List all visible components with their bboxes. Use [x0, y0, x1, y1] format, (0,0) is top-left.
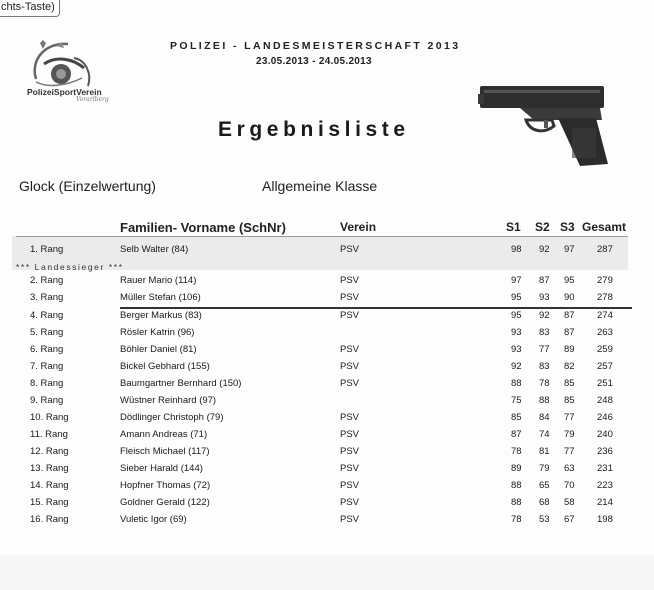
page-bottom-margin [0, 555, 654, 590]
s1-cell: 89 [511, 463, 522, 474]
logo-script: Vorarlberg [76, 96, 109, 103]
rank-cell: 13. Rang [30, 463, 69, 474]
rank-cell: 10. Rang [30, 412, 69, 423]
s2-cell: 92 [539, 244, 550, 255]
s3-cell: 89 [564, 344, 575, 355]
total-cell: 246 [597, 412, 613, 423]
s3-cell: 79 [564, 429, 575, 440]
rank-cell: 1. Rang [30, 244, 64, 255]
column-header-s2: S2 [535, 220, 550, 234]
rank-cell: 6. Rang [30, 344, 64, 355]
total-cell: 279 [597, 275, 613, 286]
table-row [0, 325, 654, 341]
s3-cell: 63 [564, 463, 575, 474]
name-cell: Müller Stefan (106) [120, 292, 201, 303]
rank-cell: 8. Rang [30, 378, 64, 389]
s2-cell: 74 [539, 429, 550, 440]
championship-title: POLIZEI - LANDESMEISTERSCHAFT 2013 [170, 40, 461, 52]
name-cell: Rösler Katrin (96) [120, 327, 195, 338]
s3-cell: 90 [564, 292, 575, 303]
rank-cell: 9. Rang [30, 395, 64, 406]
club-cell: PSV [340, 480, 360, 491]
s1-cell: 78 [511, 446, 522, 457]
logo-name: PolizeiSportVerein [27, 87, 102, 97]
total-cell: 240 [597, 429, 613, 440]
s1-cell: 85 [511, 412, 522, 423]
rank-cell: 14. Rang [30, 480, 69, 491]
discipline-label: Glock (Einzelwertung) [19, 178, 156, 194]
s3-cell: 85 [564, 378, 575, 389]
page-title: Ergebnisliste [218, 118, 410, 141]
name-cell: Rauer Mario (114) [120, 275, 197, 286]
name-cell: Sieber Harald (144) [120, 463, 203, 474]
total-cell: 263 [597, 327, 613, 338]
s3-cell: 95 [564, 275, 575, 286]
total-cell: 231 [597, 463, 613, 474]
s3-cell: 58 [564, 497, 575, 508]
s3-cell: 77 [564, 412, 575, 423]
s3-cell: 67 [564, 514, 575, 525]
class-label: Allgemeine Klasse [262, 178, 378, 194]
column-header-total: Gesamt [582, 220, 627, 234]
table-row [0, 478, 654, 494]
s1-cell: 93 [511, 344, 522, 355]
tooltip: chts-Taste) [0, 0, 60, 17]
total-cell: 223 [597, 480, 613, 491]
rank-cell: 16. Rang [30, 514, 69, 525]
table-row [0, 461, 654, 477]
s1-cell: 75 [511, 395, 522, 406]
column-header-s3: S3 [560, 220, 575, 234]
club-cell: PSV [340, 463, 360, 474]
table-row [0, 393, 654, 409]
s2-cell: 88 [539, 395, 550, 406]
total-cell: 248 [597, 395, 613, 406]
table-row [0, 427, 654, 443]
s2-cell: 84 [539, 412, 550, 423]
s2-cell: 83 [539, 327, 550, 338]
table-row [0, 410, 654, 426]
table-row [0, 290, 654, 306]
s1-cell: 97 [511, 275, 522, 286]
name-cell: Dödlinger Christoph (79) [120, 412, 224, 423]
table-top-divider [16, 236, 628, 237]
club-cell: PSV [340, 310, 360, 321]
column-header-name: Familien- Vorname (SchNr) [120, 220, 286, 235]
column-header-club: Verein [340, 220, 377, 234]
club-cell: PSV [340, 244, 360, 255]
s3-cell: 87 [564, 310, 575, 321]
club-cell: PSV [340, 412, 360, 423]
s2-cell: 83 [539, 361, 550, 372]
club-cell: PSV [340, 361, 360, 372]
s1-cell: 95 [511, 310, 522, 321]
total-cell: 214 [597, 497, 613, 508]
name-cell: Bickel Gebhard (155) [120, 361, 210, 372]
rank-cell: 2. Rang [30, 275, 64, 286]
s2-cell: 53 [539, 514, 550, 525]
club-cell: PSV [340, 429, 360, 440]
s3-cell: 82 [564, 361, 575, 372]
table-row [0, 342, 654, 358]
table-row [0, 512, 654, 528]
club-cell: PSV [340, 446, 360, 457]
table-row [0, 376, 654, 392]
s1-cell: 87 [511, 429, 522, 440]
champion-label: *** Landessieger *** [16, 262, 124, 272]
s2-cell: 65 [539, 480, 550, 491]
s1-cell: 92 [511, 361, 522, 372]
pistol-icon [474, 72, 608, 168]
s2-cell: 92 [539, 310, 550, 321]
total-cell: 274 [597, 310, 613, 321]
rank-cell: 12. Rang [30, 446, 69, 457]
s2-cell: 77 [539, 344, 550, 355]
name-cell: Böhler Daniel (81) [120, 344, 197, 355]
column-header-s1: S1 [506, 220, 521, 234]
table-row [0, 444, 654, 460]
s1-cell: 88 [511, 378, 522, 389]
name-cell: Amann Andreas (71) [120, 429, 208, 440]
club-cell: PSV [340, 497, 360, 508]
s1-cell: 88 [511, 480, 522, 491]
total-cell: 278 [597, 292, 613, 303]
s2-cell: 78 [539, 378, 550, 389]
s2-cell: 81 [539, 446, 550, 457]
s1-cell: 88 [511, 497, 522, 508]
s1-cell: 93 [511, 327, 522, 338]
table-row [0, 308, 654, 324]
s2-cell: 93 [539, 292, 550, 303]
name-cell: Goldner Gerald (122) [120, 497, 210, 508]
rank-cell: 15. Rang [30, 497, 69, 508]
table-row [0, 273, 654, 289]
club-cell: PSV [340, 344, 360, 355]
total-cell: 198 [597, 514, 613, 525]
s1-cell: 78 [511, 514, 522, 525]
total-cell: 259 [597, 344, 613, 355]
s2-cell: 87 [539, 275, 550, 286]
total-cell: 251 [597, 378, 613, 389]
total-cell: 287 [597, 244, 613, 255]
rank-cell: 3. Rang [30, 292, 64, 303]
table-row [0, 359, 654, 375]
s3-cell: 70 [564, 480, 575, 491]
s3-cell: 97 [564, 244, 575, 255]
s1-cell: 98 [511, 244, 522, 255]
s3-cell: 87 [564, 327, 575, 338]
rank-cell: 11. Rang [30, 429, 68, 440]
s1-cell: 95 [511, 292, 522, 303]
name-cell: Baumgartner Bernhard (150) [120, 378, 242, 389]
s3-cell: 85 [564, 395, 575, 406]
name-cell: Selb Walter (84) [120, 244, 189, 255]
rank-cell: 4. Rang [30, 310, 64, 321]
name-cell: Wüstner Reinhard (97) [120, 395, 217, 406]
table-row [0, 242, 654, 258]
club-cell: PSV [340, 378, 360, 389]
club-cell: PSV [340, 275, 360, 286]
championship-dates: 23.05.2013 - 24.05.2013 [256, 56, 372, 67]
name-cell: Berger Markus (83) [120, 310, 202, 321]
total-cell: 257 [597, 361, 613, 372]
s2-cell: 68 [539, 497, 550, 508]
total-cell: 236 [597, 446, 613, 457]
name-cell: Vuletic Igor (69) [120, 514, 187, 525]
rank-cell: 7. Rang [30, 361, 64, 372]
club-cell: PSV [340, 292, 360, 303]
table-row [0, 495, 654, 511]
club-cell: PSV [340, 514, 360, 525]
s2-cell: 79 [539, 463, 550, 474]
name-cell: Hopfner Thomas (72) [120, 480, 211, 491]
rank-cell: 5. Rang [30, 327, 64, 338]
name-cell: Fleisch Michael (117) [120, 446, 210, 457]
s3-cell: 77 [564, 446, 575, 457]
